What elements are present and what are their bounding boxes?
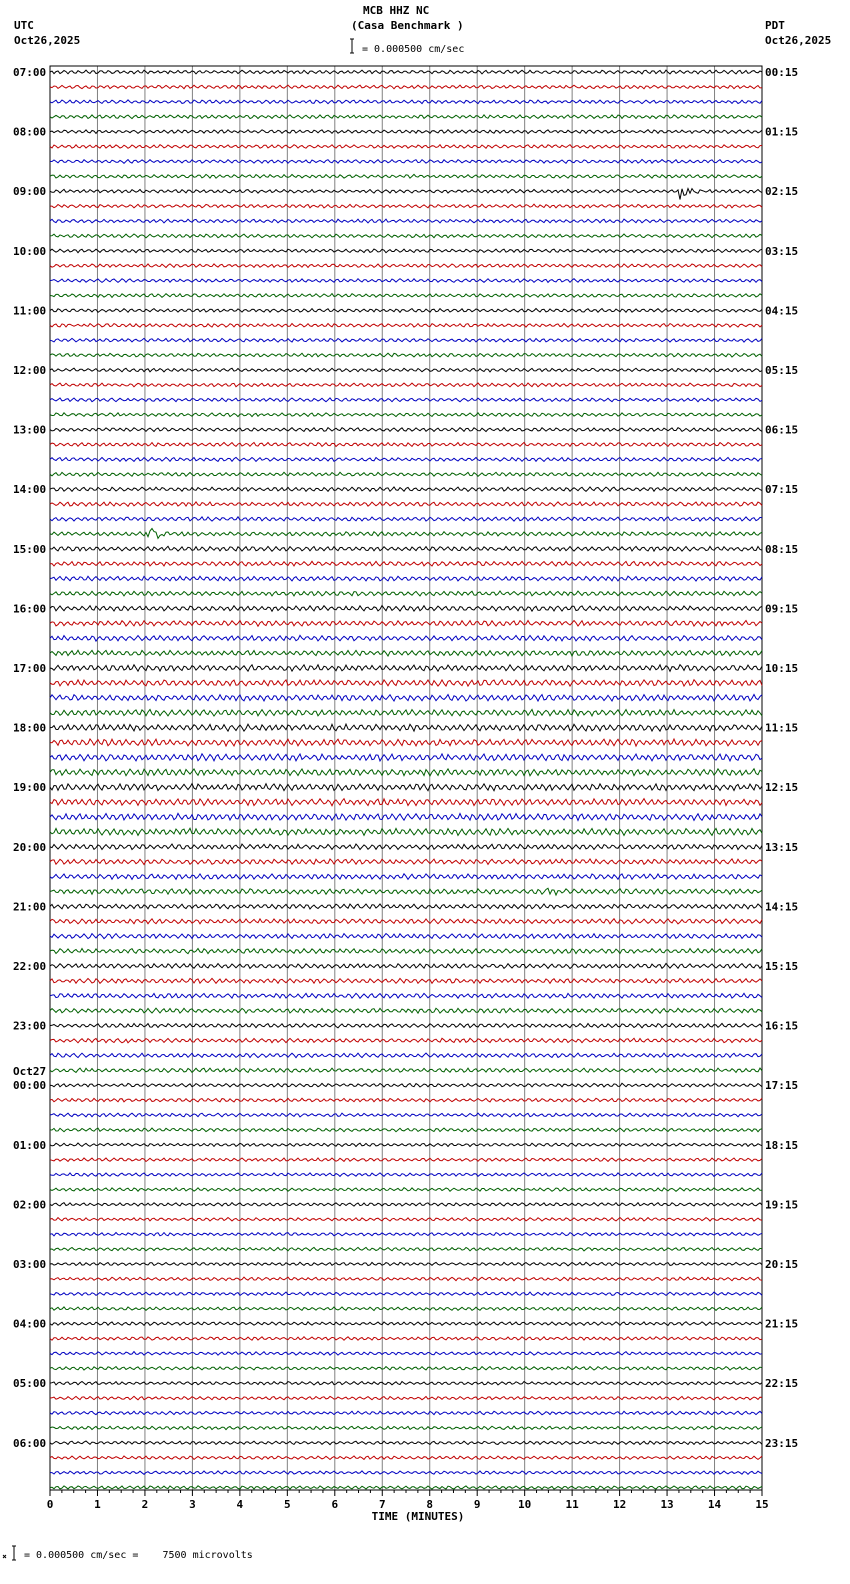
right-date: Oct26,2025 (765, 34, 832, 47)
trace-line (50, 353, 762, 357)
trace-line (50, 1128, 762, 1132)
right-hour-label: 06:15 (765, 423, 799, 437)
trace-line (50, 1277, 762, 1281)
trace-line (50, 1486, 762, 1489)
trace-line (50, 1292, 762, 1296)
trace-line (50, 174, 762, 178)
trace-line (50, 1262, 762, 1266)
right-hour-label: 08:15 (765, 542, 799, 556)
left-hour-label: 13:00 (13, 423, 47, 437)
x-tick-label: 5 (284, 1498, 291, 1511)
trace-line (50, 904, 762, 909)
right-hour-label: 07:15 (765, 483, 799, 497)
trace-line (50, 443, 762, 447)
trace-line (50, 874, 762, 880)
x-tick-label: 2 (141, 1498, 149, 1511)
trace-line (50, 502, 762, 506)
right-hour-label: 11:15 (765, 721, 799, 735)
trace-line (50, 665, 762, 672)
trace-line (50, 1218, 762, 1222)
right-hour-label: 17:15 (765, 1079, 799, 1093)
trace-line (50, 145, 762, 149)
right-hour-label: 19:15 (765, 1198, 799, 1212)
trace-line (50, 591, 762, 596)
trace-line (50, 650, 762, 656)
trace-line (50, 1307, 762, 1311)
trace-line (50, 130, 762, 134)
left-hour-label: 18:00 (13, 721, 47, 735)
trace-line (50, 472, 762, 476)
trace-line (50, 1158, 762, 1162)
trace-line (50, 561, 762, 566)
left-hour-label: 21:00 (13, 900, 47, 914)
trace-line (50, 309, 762, 313)
trace-line (50, 70, 762, 74)
trace-line (50, 338, 762, 342)
left-date: Oct26,2025 (14, 34, 81, 47)
right-timezone: PDT (765, 19, 785, 32)
trace-line (50, 769, 762, 776)
trace-line (50, 680, 762, 686)
trace-line (50, 710, 762, 717)
trace-line (50, 294, 762, 298)
right-hour-label: 10:15 (765, 662, 799, 675)
right-hour-label: 16:15 (765, 1019, 799, 1033)
trace-line (50, 189, 762, 200)
right-hour-label: 03:15 (765, 244, 799, 258)
date-change-label: Oct27 (13, 1065, 47, 1079)
trace-line (50, 249, 762, 253)
right-hour-label: 12:15 (765, 781, 799, 795)
right-hour-label: 05:15 (765, 364, 799, 377)
right-hour-label: 20:15 (765, 1258, 799, 1271)
trace-line (50, 115, 762, 119)
left-hour-label: 08:00 (13, 125, 47, 139)
left-hour-label: 16:00 (13, 602, 47, 616)
trace-line (50, 724, 762, 731)
right-hour-label: 14:15 (765, 900, 799, 914)
x-tick-label: 3 (189, 1498, 196, 1511)
left-hour-label: 20:00 (13, 840, 47, 854)
trace-line (50, 383, 762, 387)
right-hour-label: 13:15 (765, 840, 799, 854)
left-hour-label: 19:00 (13, 781, 47, 795)
trace-line (50, 621, 762, 627)
left-hour-label: 03:00 (13, 1258, 47, 1271)
right-hour-label: 15:15 (765, 960, 799, 973)
x-tick-label: 14 (707, 1498, 722, 1511)
trace-line (50, 993, 762, 998)
trace-line (50, 279, 762, 283)
x-axis-title: TIME (MINUTES) (371, 1510, 465, 1523)
trace-line (50, 799, 762, 806)
trace-line (50, 1098, 762, 1102)
x-tick-label: 12 (612, 1498, 627, 1511)
right-hour-label: 09:15 (765, 602, 799, 616)
trace-line (50, 934, 762, 939)
left-hour-label: 14:00 (13, 483, 47, 497)
right-hour-label: 01:15 (765, 125, 799, 139)
footer-mark-icon (3, 1555, 6, 1558)
trace-line (50, 264, 762, 268)
station-title: MCB HHZ NC (363, 4, 430, 17)
trace-line (50, 1143, 762, 1147)
trace-line (50, 1441, 762, 1445)
x-tick-label: 6 (331, 1498, 339, 1511)
trace-line (50, 1337, 762, 1341)
trace-line (50, 695, 762, 702)
trace-line (50, 844, 762, 850)
right-hour-label: 23:15 (765, 1436, 799, 1450)
x-tick-label: 11 (565, 1498, 579, 1511)
trace-line (50, 606, 762, 612)
trace-line (50, 517, 762, 521)
left-hour-label: 01:00 (13, 1138, 47, 1152)
trace-line (50, 754, 762, 761)
trace-line (50, 859, 762, 865)
scale-legend: = 0.000500 cm/sec (362, 44, 465, 55)
trace-line (50, 1247, 762, 1251)
left-hour-label: 02:00 (13, 1198, 47, 1212)
x-tick-label: 9 (473, 1498, 481, 1511)
trace-line (50, 160, 762, 164)
x-tick-label: 8 (426, 1498, 434, 1511)
trace-line (50, 204, 762, 208)
trace-line (50, 457, 762, 461)
x-tick-label: 15 (755, 1498, 769, 1511)
left-hour-label: 15:00 (13, 542, 47, 556)
trace-line (50, 1322, 762, 1326)
left-hour-label: 10:00 (13, 244, 47, 258)
trace-line (50, 888, 762, 895)
trace-line (50, 1188, 762, 1192)
trace-line (50, 576, 762, 581)
trace-line (50, 234, 762, 238)
trace-line (50, 964, 762, 969)
right-hour-label: 04:15 (765, 304, 799, 318)
trace-line (50, 1233, 762, 1236)
x-tick-label: 1 (94, 1498, 101, 1511)
trace-line (50, 1023, 762, 1027)
footer-scale: = 0.000500 cm/sec = 7500 microvolts (24, 1550, 253, 1561)
trace-line (50, 1053, 762, 1058)
left-hour-label: 12:00 (13, 364, 47, 377)
right-hour-label: 02:15 (765, 185, 799, 199)
trace-line (50, 813, 762, 820)
trace-line (50, 1471, 762, 1474)
trace-line (50, 784, 762, 791)
trace-line (50, 1352, 762, 1356)
trace-line (50, 1038, 762, 1043)
trace-line (50, 828, 762, 835)
footer-scale-bar-icon (12, 1546, 16, 1560)
right-hour-label: 00:15 (765, 66, 799, 79)
left-hour-label: 05:00 (13, 1377, 47, 1391)
trace-line (50, 413, 762, 417)
left-hour-label: 04:00 (13, 1317, 47, 1331)
trace-line (50, 546, 762, 551)
site-subtitle: (Casa Benchmark ) (351, 19, 464, 32)
x-tick-label: 0 (46, 1498, 54, 1511)
x-tick-label: 13 (660, 1498, 674, 1511)
trace-line (50, 1068, 762, 1073)
left-hour-label: 17:00 (13, 662, 47, 675)
trace-line (50, 1083, 762, 1087)
left-hour-label: 11:00 (13, 304, 47, 318)
left-hour-label: 07:00 (13, 66, 47, 79)
trace-line (50, 1456, 762, 1460)
left-hour-label: 22:00 (13, 960, 47, 973)
trace-line (50, 1113, 762, 1117)
trace-line (50, 1382, 762, 1386)
trace-line (50, 398, 762, 402)
trace-line (50, 1008, 762, 1013)
trace-line (50, 1173, 762, 1177)
trace-line (50, 978, 762, 983)
right-hour-label: 21:15 (765, 1317, 799, 1331)
x-tick-label: 4 (236, 1498, 244, 1511)
trace-line (50, 487, 762, 492)
trace-line (50, 1367, 762, 1371)
trace-line (50, 635, 762, 641)
left-hour-label: 23:00 (13, 1019, 47, 1033)
trace-line (50, 949, 762, 954)
left-hour-label: 09:00 (13, 185, 47, 199)
trace-line (50, 100, 762, 104)
left-timezone: UTC (14, 19, 34, 32)
scale-bar-icon (350, 39, 354, 53)
trace-line (50, 1411, 762, 1415)
trace-line (50, 1203, 762, 1207)
left-hour-label: 00:00 (13, 1079, 47, 1093)
trace-line (50, 324, 762, 328)
right-hour-label: 22:15 (765, 1377, 799, 1391)
trace-line (50, 368, 762, 372)
trace-line (50, 919, 762, 924)
trace-line (50, 1426, 762, 1430)
right-hour-label: 18:15 (765, 1138, 799, 1152)
trace-line (50, 529, 762, 539)
x-tick-label: 10 (518, 1498, 532, 1511)
trace-line (50, 219, 762, 223)
trace-line (50, 85, 762, 89)
trace-line (50, 739, 762, 746)
trace-line (50, 1396, 762, 1400)
trace-line (50, 428, 762, 432)
x-tick-label: 7 (378, 1498, 386, 1511)
left-hour-label: 06:00 (13, 1436, 47, 1450)
